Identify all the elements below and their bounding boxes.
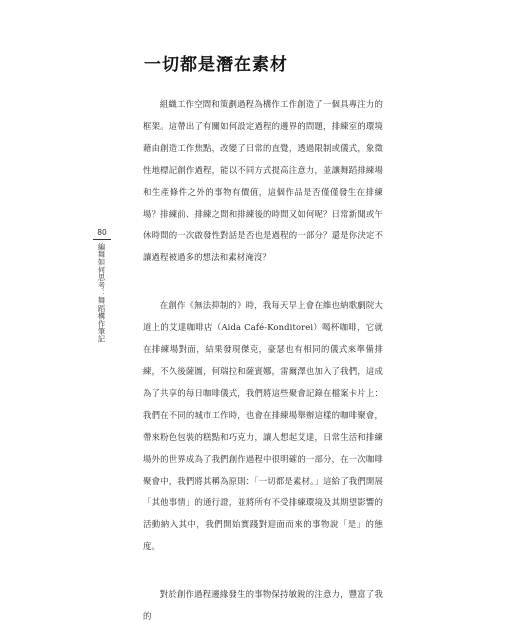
page-folio (93, 228, 111, 347)
paragraph-3: 對於創作過程邊緣發生的事物保持敏銳的注意力，豐富了我的 (143, 589, 383, 622)
body-text (143, 94, 383, 628)
page-number: 80 (93, 228, 111, 240)
paragraph-1: 組織工作空間和策劃過程為構作工作創造了一個具專注力的框架。這帶出了有關如何設定過程的邊界的問題，排練室的環境藉由創造工作焦點，改變了日常的直覺，透過限制或儀式，象徵性地標記創作過程，能以不同方式提高注意力，並讓舞蹈排練場和生產條件之外的事物有價值，這個作品是否僅僅發生在排練場？排練前、排練之間和排練後的時間又如何呢？日常新聞或午休時間的一次啟發性對話是否也是過程的一部分？還是你決定不讓過程被過多的想法和素材淹沒？ (143, 99, 383, 263)
running-head: 編舞如何思考：舞蹈構作筆記 (97, 243, 107, 344)
paragraph-2: 在創作《無法抑制的》時，我每天早上會在維也納歌劇院大道上的艾達咖啡店（Aida Café-Konditorei）喝杯咖啡，它就在排練場對面，結果發現傑克，豪瑟也有相同的儀式來準備排練，不久後薩圖，何瑞拉和薩賓娜，雷爾澤也加入了我們，這成為了共享的每日咖啡儀式，我們將這些聚會記錄在檔案卡片上：我們在不同的城市工作時，也會在排練場舉辦這樣的咖啡聚會，帶來粉色包裝的糕點和巧克力，讓人想起艾達，日常生活和排練場外的世界成為了我們創作過程中很明確的一部分，在一次咖啡聚會中，我們將其稱為原則：「一切都是素材。」這給了我們開展「其他事情」的通行證，並將所有不受排練環境及其期望影響的活動納入其中，我們開始實踐對迎面而來的事物說「是」的態度。 (143, 300, 383, 552)
page-title: 一切都是潛在素材 (144, 55, 288, 75)
